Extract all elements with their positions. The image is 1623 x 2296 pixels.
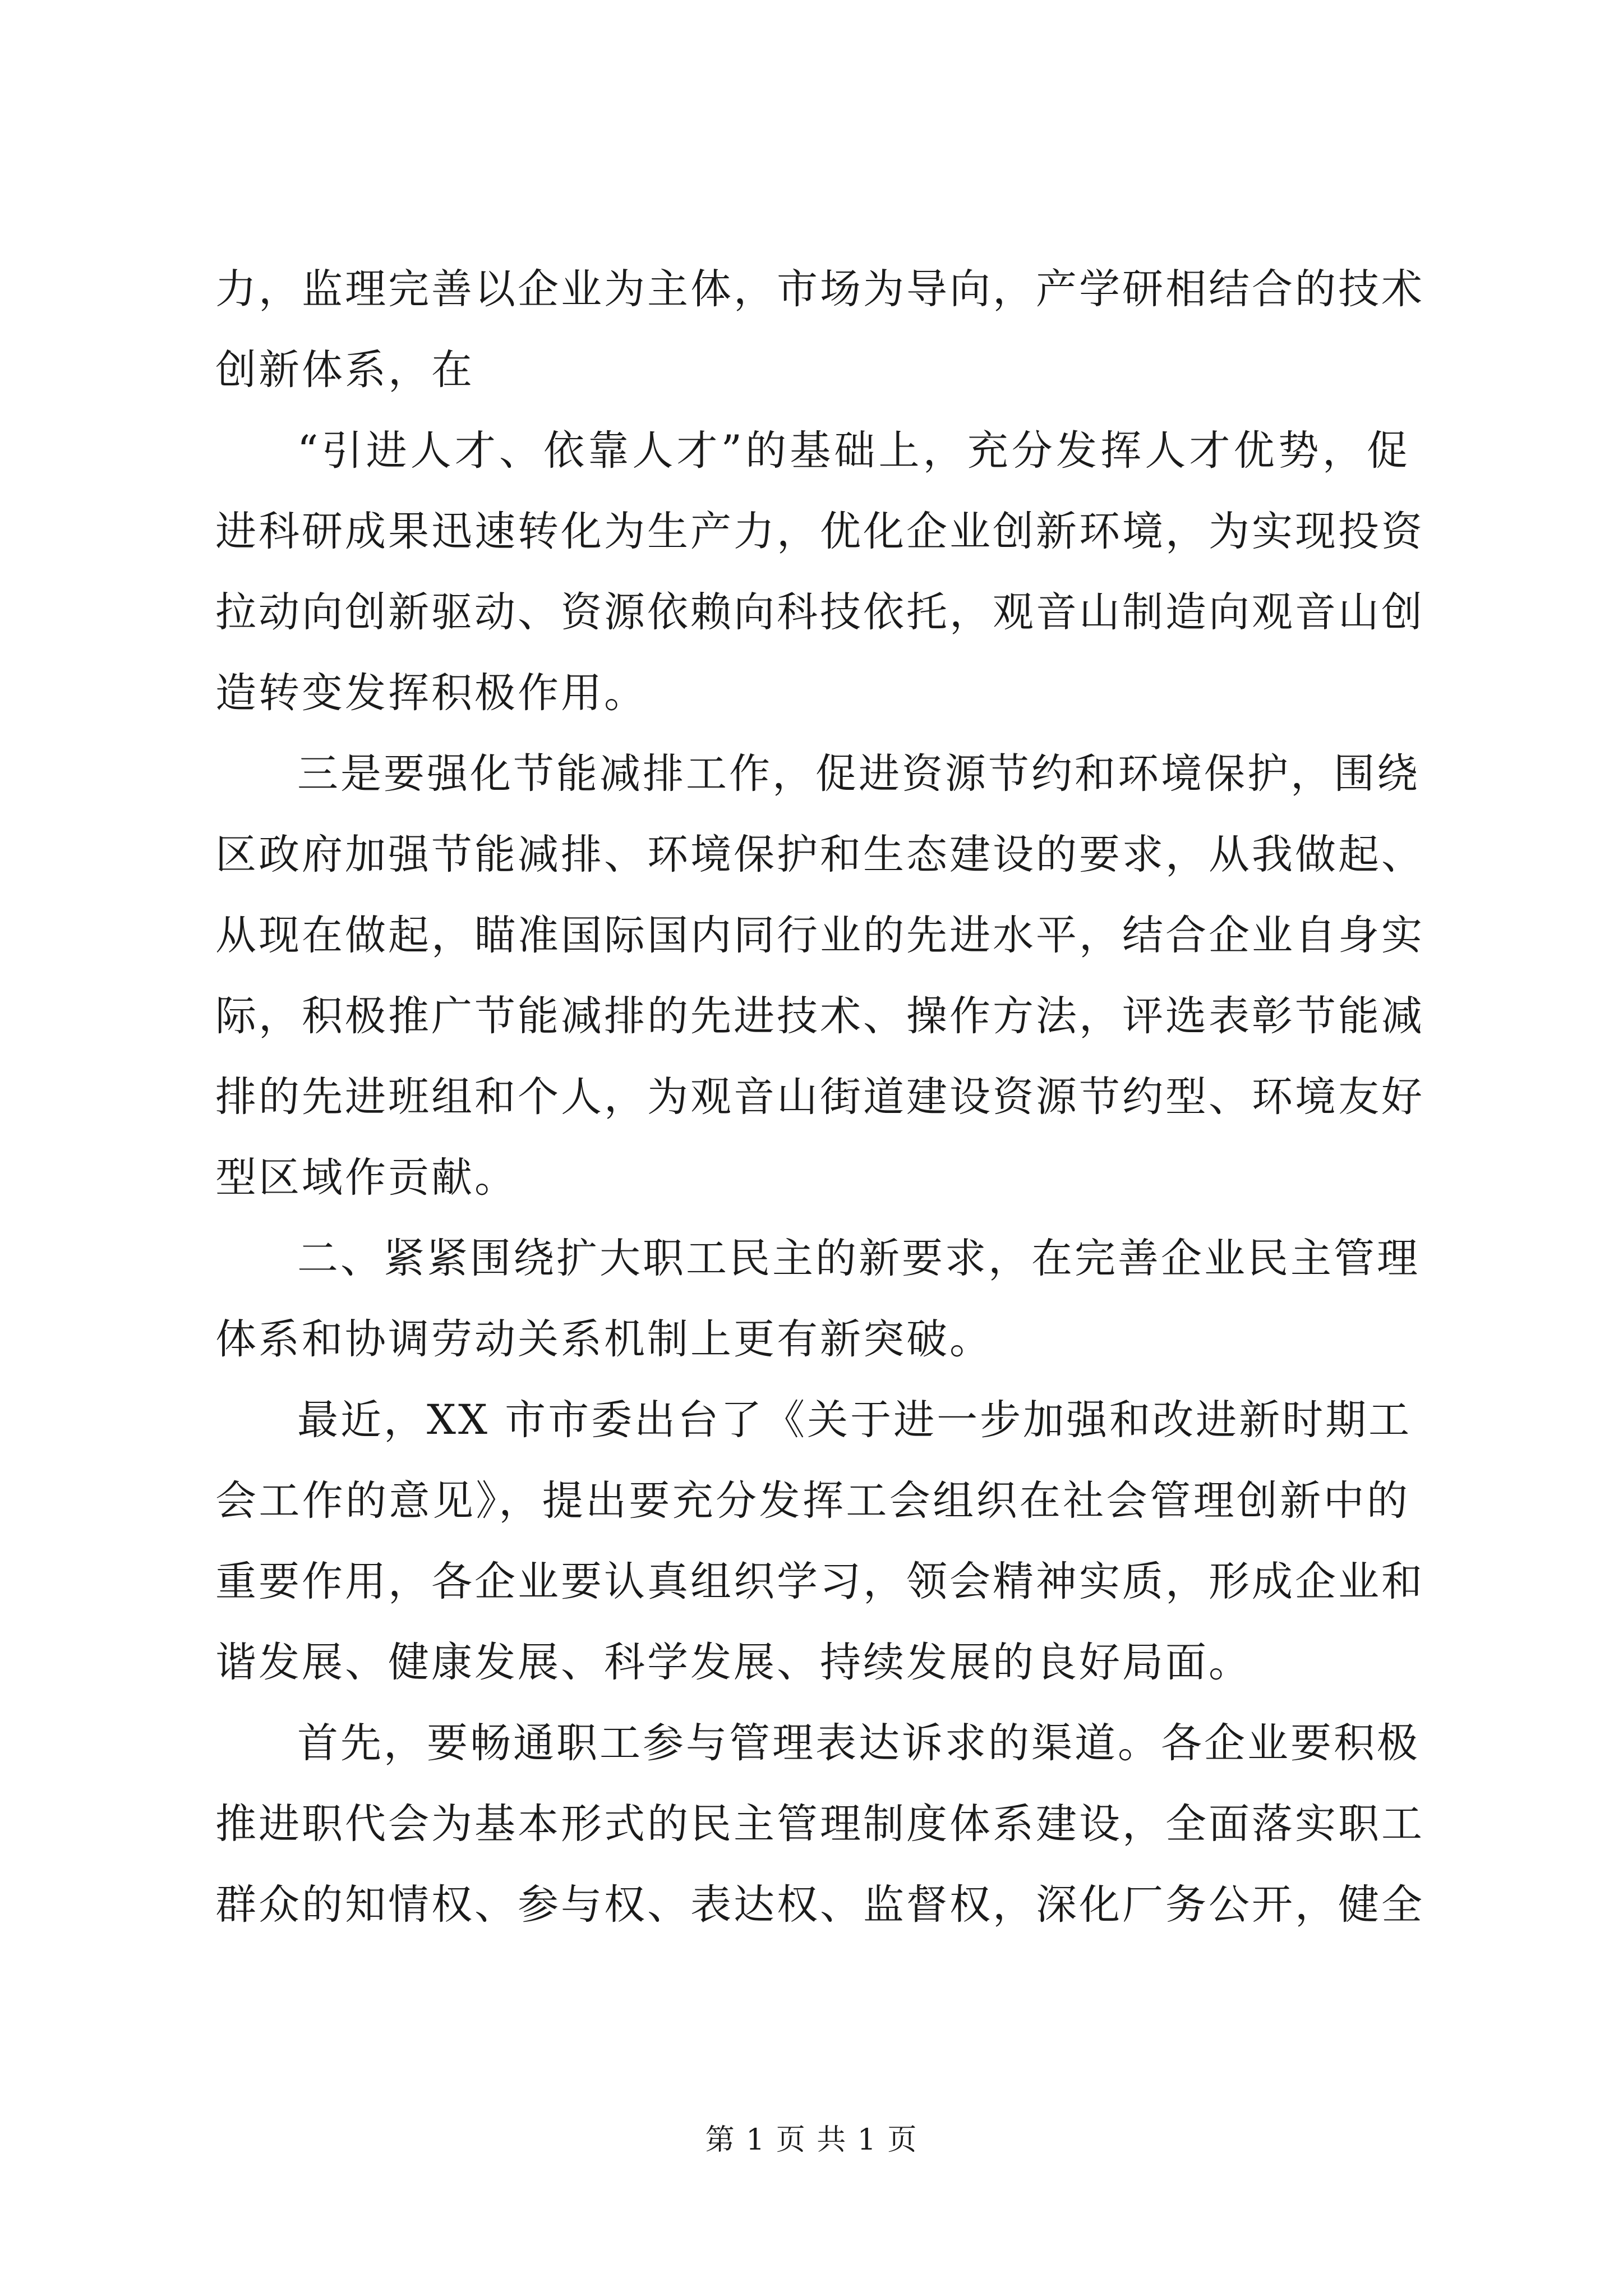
- page-number: 第 1 页 共 1 页: [705, 2123, 918, 2157]
- text-line: 二、紧紧围绕扩大职工民主的新要求，在完善企业民主管理: [297, 1235, 1420, 1282]
- document-body: [215, 264, 1424, 1960]
- text-line: “引进人才、依靠人才”的基础上，充分发挥人才优势，促: [297, 427, 1410, 475]
- text-line: 排的先进班组和个人，为观音山街道建设资源节约型、环境友好: [215, 1073, 1424, 1121]
- text-line: 拉动向创新驱动、资源依赖向科技依托，观音山制造向观音山创: [215, 588, 1424, 636]
- text-line: 谐发展、健康发展、科学发展、持续发展的良好局面。: [215, 1639, 1252, 1686]
- text-line: 创新体系，在: [215, 346, 474, 394]
- text-line: 进科研成果迅速转化为生产力，优化企业创新环境，为实现投资: [215, 508, 1424, 555]
- text-line: 力，监理完善以企业为主体，市场为导向，产学研相结合的技术: [215, 265, 1424, 313]
- text-line: 群众的知情权、参与权、表达权、监督权，深化厂务公开，健全: [215, 1881, 1424, 1929]
- text-line: 造转变发挥积极作用。: [215, 669, 647, 717]
- text-line: 推进职代会为基本形式的民主管理制度体系建设，全面落实职工: [215, 1800, 1424, 1848]
- text-line: 最近，XX 市市委出台了《关于进一步加强和改进新时期工: [297, 1396, 1412, 1444]
- text-line: 际，积极推广节能减排的先进技术、操作方法，评选表彰节能减: [215, 992, 1424, 1040]
- text-line: 重要作用，各企业要认真组织学习，领会精神实质，形成企业和: [215, 1558, 1424, 1605]
- text-line: 首先，要畅通职工参与管理表达诉求的渠道。各企业要积极: [297, 1719, 1420, 1767]
- text-line: 型区域作贡献。: [215, 1154, 518, 1202]
- text-line: 三是要强化节能减排工作，促进资源节约和环境保护，围绕: [297, 750, 1420, 798]
- text-line: 会工作的意见》，提出要充分发挥工会组织在社会管理创新中的: [215, 1477, 1410, 1525]
- page-footer: [0, 2120, 1623, 2160]
- text-line: 从现在做起，瞄准国际国内同行业的先进水平，结合企业自身实: [215, 912, 1424, 959]
- text-line: 体系和协调劳动关系机制上更有新突破。: [215, 1315, 993, 1363]
- text-line: 区政府加强节能减排、环境保护和生态建设的要求，从我做起、: [215, 831, 1424, 878]
